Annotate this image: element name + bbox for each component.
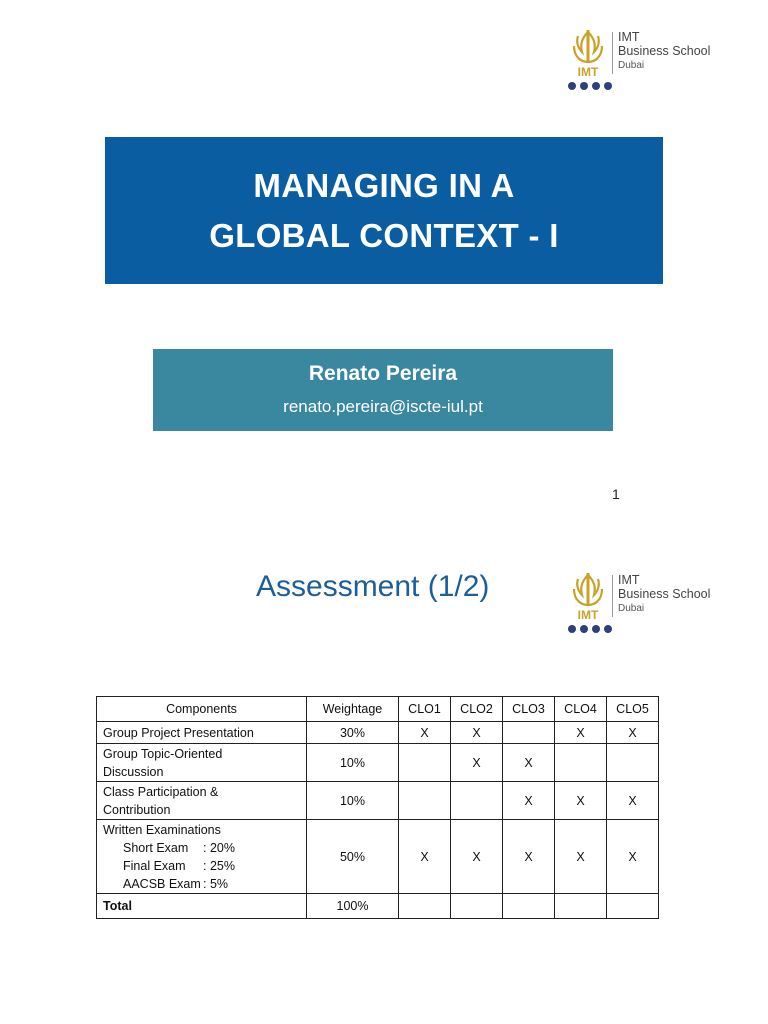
clo-cell — [607, 894, 659, 919]
clo-cell — [607, 744, 659, 782]
clo-cell — [399, 894, 451, 919]
clo-cell: X — [555, 722, 607, 744]
weightage-cell: 10% — [307, 744, 399, 782]
logo-line-1: IMT — [618, 30, 640, 44]
imt-logo — [568, 571, 718, 635]
table-row-total — [97, 894, 659, 919]
weightage-cell: 100% — [307, 894, 399, 919]
logo-dots-icon — [566, 623, 622, 635]
title-line-2: GLOBAL CONTEXT - I — [209, 216, 559, 254]
logo-line-3: Dubai — [618, 60, 645, 71]
logo-line-2: Business School — [618, 587, 711, 601]
clo-cell: X — [555, 782, 607, 820]
clo-cell — [451, 894, 503, 919]
table-header-row — [97, 697, 659, 722]
component-cell: Group Topic-Oriented Discussion — [97, 744, 307, 782]
weightage-cell: 50% — [307, 820, 399, 894]
table-row — [97, 782, 659, 820]
header-weightage: Weightage — [307, 697, 399, 722]
assessment-title: Assessment (1/2) — [256, 570, 490, 603]
logo-divider — [612, 32, 613, 74]
sub-item: AACSB Exam : 5% — [123, 876, 229, 891]
clo-cell: X — [451, 744, 503, 782]
author-email: renato.pereira@iscte-iul.pt — [283, 397, 483, 416]
clo-cell — [451, 782, 503, 820]
author-banner — [153, 349, 613, 431]
author-name: Renato Pereira — [308, 362, 458, 385]
imt-emblem-icon — [568, 28, 608, 80]
clo-cell — [503, 894, 555, 919]
title-banner — [105, 137, 663, 284]
header-clo3: CLO3 — [503, 697, 555, 722]
imt-emblem-icon — [568, 571, 608, 623]
header-components: Components — [97, 697, 307, 722]
component-cell: Group Project Presentation — [97, 722, 307, 744]
component-cell: Written Examinations Short Exam : 20% Final Exam : 25% AACSB Exam : 5% — [97, 820, 307, 894]
clo-cell — [399, 744, 451, 782]
clo-cell: X — [503, 820, 555, 894]
clo-cell: X — [503, 744, 555, 782]
page-number: 1 — [612, 486, 620, 502]
table-row — [97, 820, 659, 894]
assessment-table — [96, 696, 659, 919]
clo-cell — [399, 782, 451, 820]
clo-cell: X — [555, 820, 607, 894]
table-row — [97, 722, 659, 744]
logo-line-3: Dubai — [618, 603, 645, 614]
clo-cell: X — [399, 820, 451, 894]
table-row — [97, 744, 659, 782]
component-cell: Class Participation & Contribution — [97, 782, 307, 820]
title-line-1: MANAGING IN A — [253, 166, 515, 204]
clo-cell: X — [451, 722, 503, 744]
clo-cell: X — [451, 820, 503, 894]
sub-item: Short Exam : 20% — [123, 840, 235, 855]
weightage-cell: 30% — [307, 722, 399, 744]
clo-cell: X — [607, 722, 659, 744]
logo-line-2: Business School — [618, 44, 711, 58]
logo-line-1: IMT — [618, 573, 640, 587]
clo-cell: X — [503, 782, 555, 820]
sub-item: Final Exam : 25% — [123, 858, 235, 873]
weightage-cell: 10% — [307, 782, 399, 820]
component-cell: Total — [97, 894, 307, 919]
header-clo5: CLO5 — [607, 697, 659, 722]
clo-cell: X — [607, 820, 659, 894]
clo-cell — [503, 722, 555, 744]
clo-cell: X — [399, 722, 451, 744]
header-clo2: CLO2 — [451, 697, 503, 722]
clo-cell: X — [607, 782, 659, 820]
header-clo1: CLO1 — [399, 697, 451, 722]
clo-cell — [555, 744, 607, 782]
logo-dots-icon — [566, 80, 622, 92]
clo-cell — [555, 894, 607, 919]
svg-text:IMT: IMT — [577, 608, 599, 622]
imt-logo — [568, 28, 718, 92]
header-clo4: CLO4 — [555, 697, 607, 722]
logo-divider — [612, 575, 613, 617]
svg-text:IMT: IMT — [577, 65, 599, 79]
